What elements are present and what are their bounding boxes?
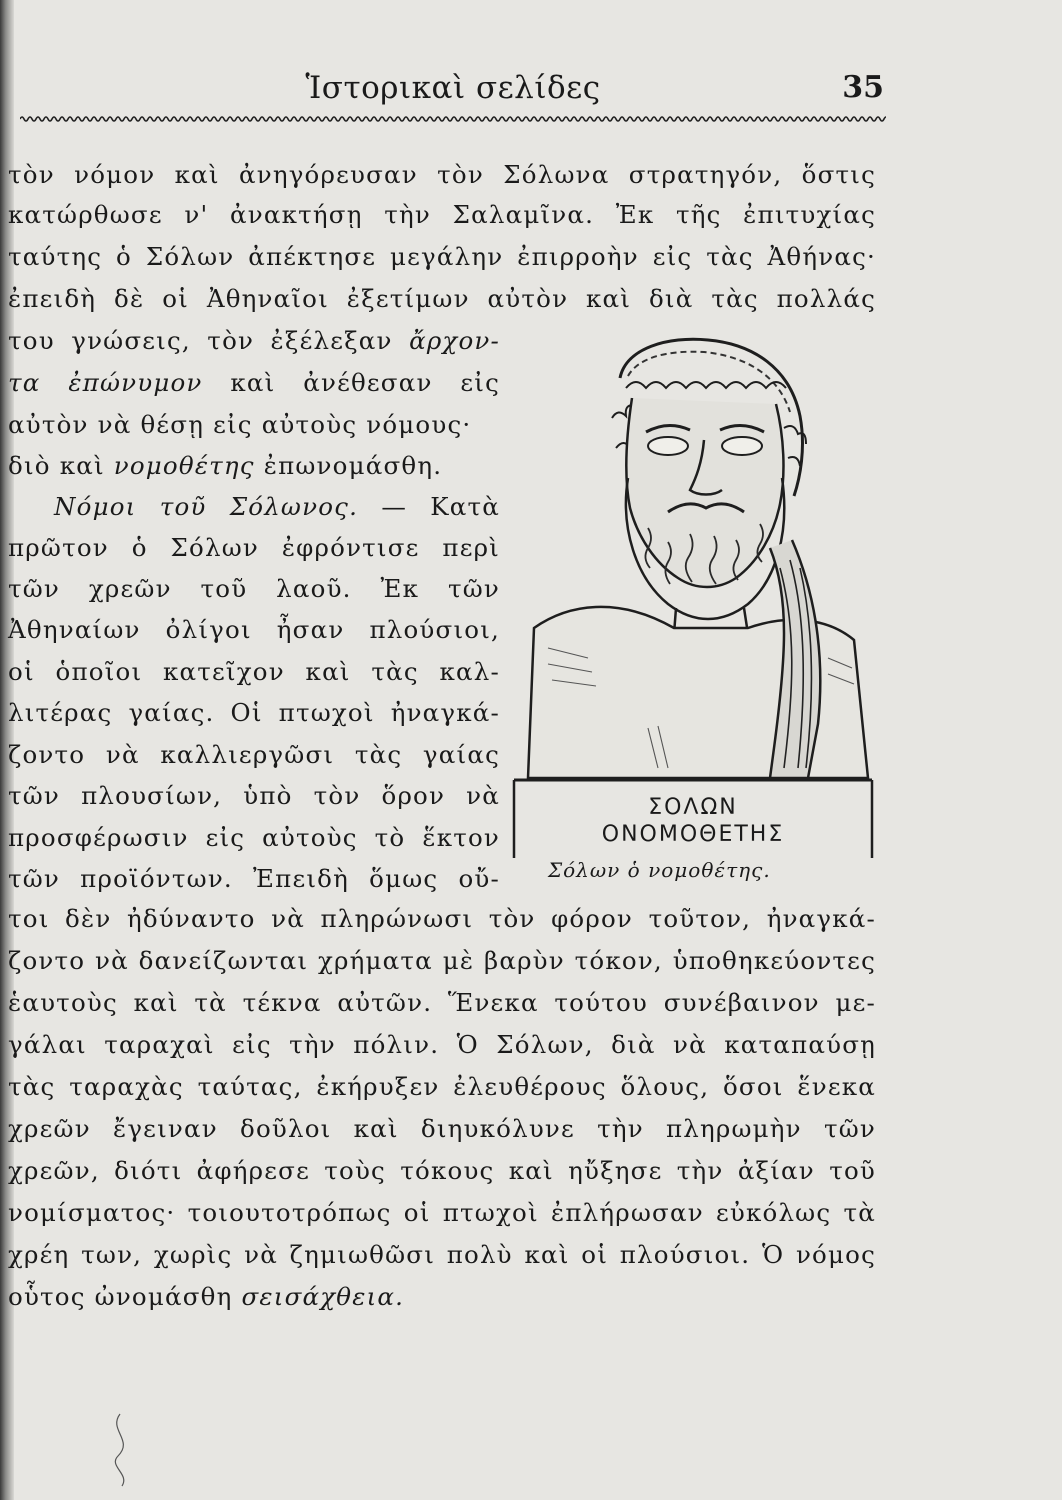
text-line: ταύτης ὁ Σόλων ἀπέκτησε μεγάλην ἐπιρροὴν εἰς τὰς Ἀθήνας· <box>8 242 876 271</box>
text-line: Ἀθηναίων ὀλίγοι ἦσαν πλούσιοι, <box>8 615 500 644</box>
plinth-inscription-title: ΟΝΟΜΟΘΕΤΗΣ <box>601 822 785 847</box>
text-line: ζοντο νὰ καλλιεργῶσι τὰς γαίας <box>8 740 500 769</box>
text-span: καὶ ἀνέθεσαν εἰς <box>230 368 501 397</box>
text-line: χρέη των, χωρὶς νὰ ζημιωθῶσι πολὺ καὶ οἱ πλούσιοι. Ὁ νόμος <box>8 1240 876 1269</box>
plinth-inscription-name: ΣΟΛΩΝ <box>648 795 738 820</box>
text-line: πρῶτον ὁ Σόλων ἐφρόντισε περὶ <box>8 533 500 562</box>
pencil-mark <box>100 1410 160 1490</box>
text-line: ἐπειδὴ δὲ οἱ Ἀθηναῖοι ἐξετίμων αὐτὸν καὶ διὰ τὰς πολλάς <box>8 284 876 313</box>
text-line: τῶν πλουσίων, ὑπὸ τὸν ὅρον νὰ <box>8 781 500 810</box>
text-line <box>8 368 500 398</box>
section-heading-line <box>8 492 500 522</box>
text-line: κατώρθωσε ν' ἀνακτήσῃ τὴν Σαλαμῖνα. Ἐκ τῆς ἐπιτυχίας <box>8 200 876 229</box>
header-wavy-rule <box>20 114 886 124</box>
page-number: 35 <box>842 70 884 105</box>
text-span: του γνώσεις, τὸν ἐξέλεξαν <box>8 326 393 355</box>
italic-term: ἄρχον- <box>409 326 500 355</box>
bust-engraving <box>508 328 878 858</box>
text-line: ζοντο νὰ δανείζωνται χρήματα μὲ βαρὺν τόκον, ὑποθηκεύοντες <box>8 946 876 975</box>
text-line: τῶν χρεῶν τοῦ λαοῦ. Ἐκ τῶν <box>8 574 500 603</box>
text-span: διὸ καὶ <box>8 451 105 480</box>
running-title: Ἱστορικαὶ σελίδες <box>305 70 601 106</box>
italic-term: νομοθέτης <box>113 451 255 480</box>
text-line: τοι δὲν ἠδύναντο νὰ πληρώνωσι τὸν φόρον τοῦτον, ἠναγκά- <box>8 904 876 933</box>
text-line: τῶν προϊόντων. Ἐπειδὴ ὅμως οὔ- <box>8 864 500 893</box>
figure-caption: Σόλων ὁ νομοθέτης. <box>548 858 771 882</box>
text-line: οἱ ὁποῖοι κατεῖχον καὶ τὰς καλ- <box>8 657 500 686</box>
text-line: τὰς ταραχὰς ταύτας, ἐκήρυξεν ἐλευθέρους ὅλους, ὅσοι ἕνεκα <box>8 1072 876 1101</box>
text-line <box>8 326 500 356</box>
text-line <box>8 451 500 481</box>
text-line: λιτέρας γαίας. Οἱ πτωχοὶ ἠναγκά- <box>8 698 500 727</box>
text-span: οὗτος ὠνομάσθη <box>8 1282 233 1311</box>
text-line: χρεῶν ἔγειναν δοῦλοι καὶ διηυκόλυνε τὴν πληρωμὴν τῶν <box>8 1114 876 1143</box>
text-line: ἑαυτοὺς καὶ τὰ τέκνα αὐτῶν. Ἕνεκα τούτου συνέβαινον με- <box>8 988 876 1017</box>
solon-bust-illustration <box>508 328 878 858</box>
text-line: προσφέρωσιν εἰς αὐτοὺς τὸ ἕκτον <box>8 823 500 852</box>
section-heading: Νόμοι τοῦ Σόλωνος. <box>54 492 359 521</box>
text-line: χρεῶν, διότι ἀφήρεσε τοὺς τόκους καὶ ηὔξησε τὴν ἀξίαν τοῦ <box>8 1156 876 1185</box>
text-span: ἐπωνομάσθη. <box>263 451 443 480</box>
text-span: — Κατὰ <box>381 492 500 521</box>
text-line: τὸν νόμον καὶ ἀνηγόρευσαν τὸν Σόλωνα στρατηγόν, ὅστις <box>8 160 876 189</box>
italic-term: τα ἐπώνυμον <box>8 368 203 397</box>
text-line: αὐτὸν νὰ θέσῃ εἰς αὐτοὺς νόμους· <box>8 410 472 439</box>
text-line: νομίσματος· τοιουτοτρόπως οἱ πτωχοὶ ἐπλήρωσαν εὐκόλως τὰ <box>8 1198 876 1227</box>
italic-term: σεισάχθεια. <box>241 1282 405 1311</box>
text-line: γάλαι ταραχαὶ εἰς τὴν πόλιν. Ὁ Σόλων, διὰ νὰ καταπαύσῃ <box>8 1030 876 1059</box>
text-line <box>8 1282 876 1312</box>
page-header <box>20 66 886 116</box>
